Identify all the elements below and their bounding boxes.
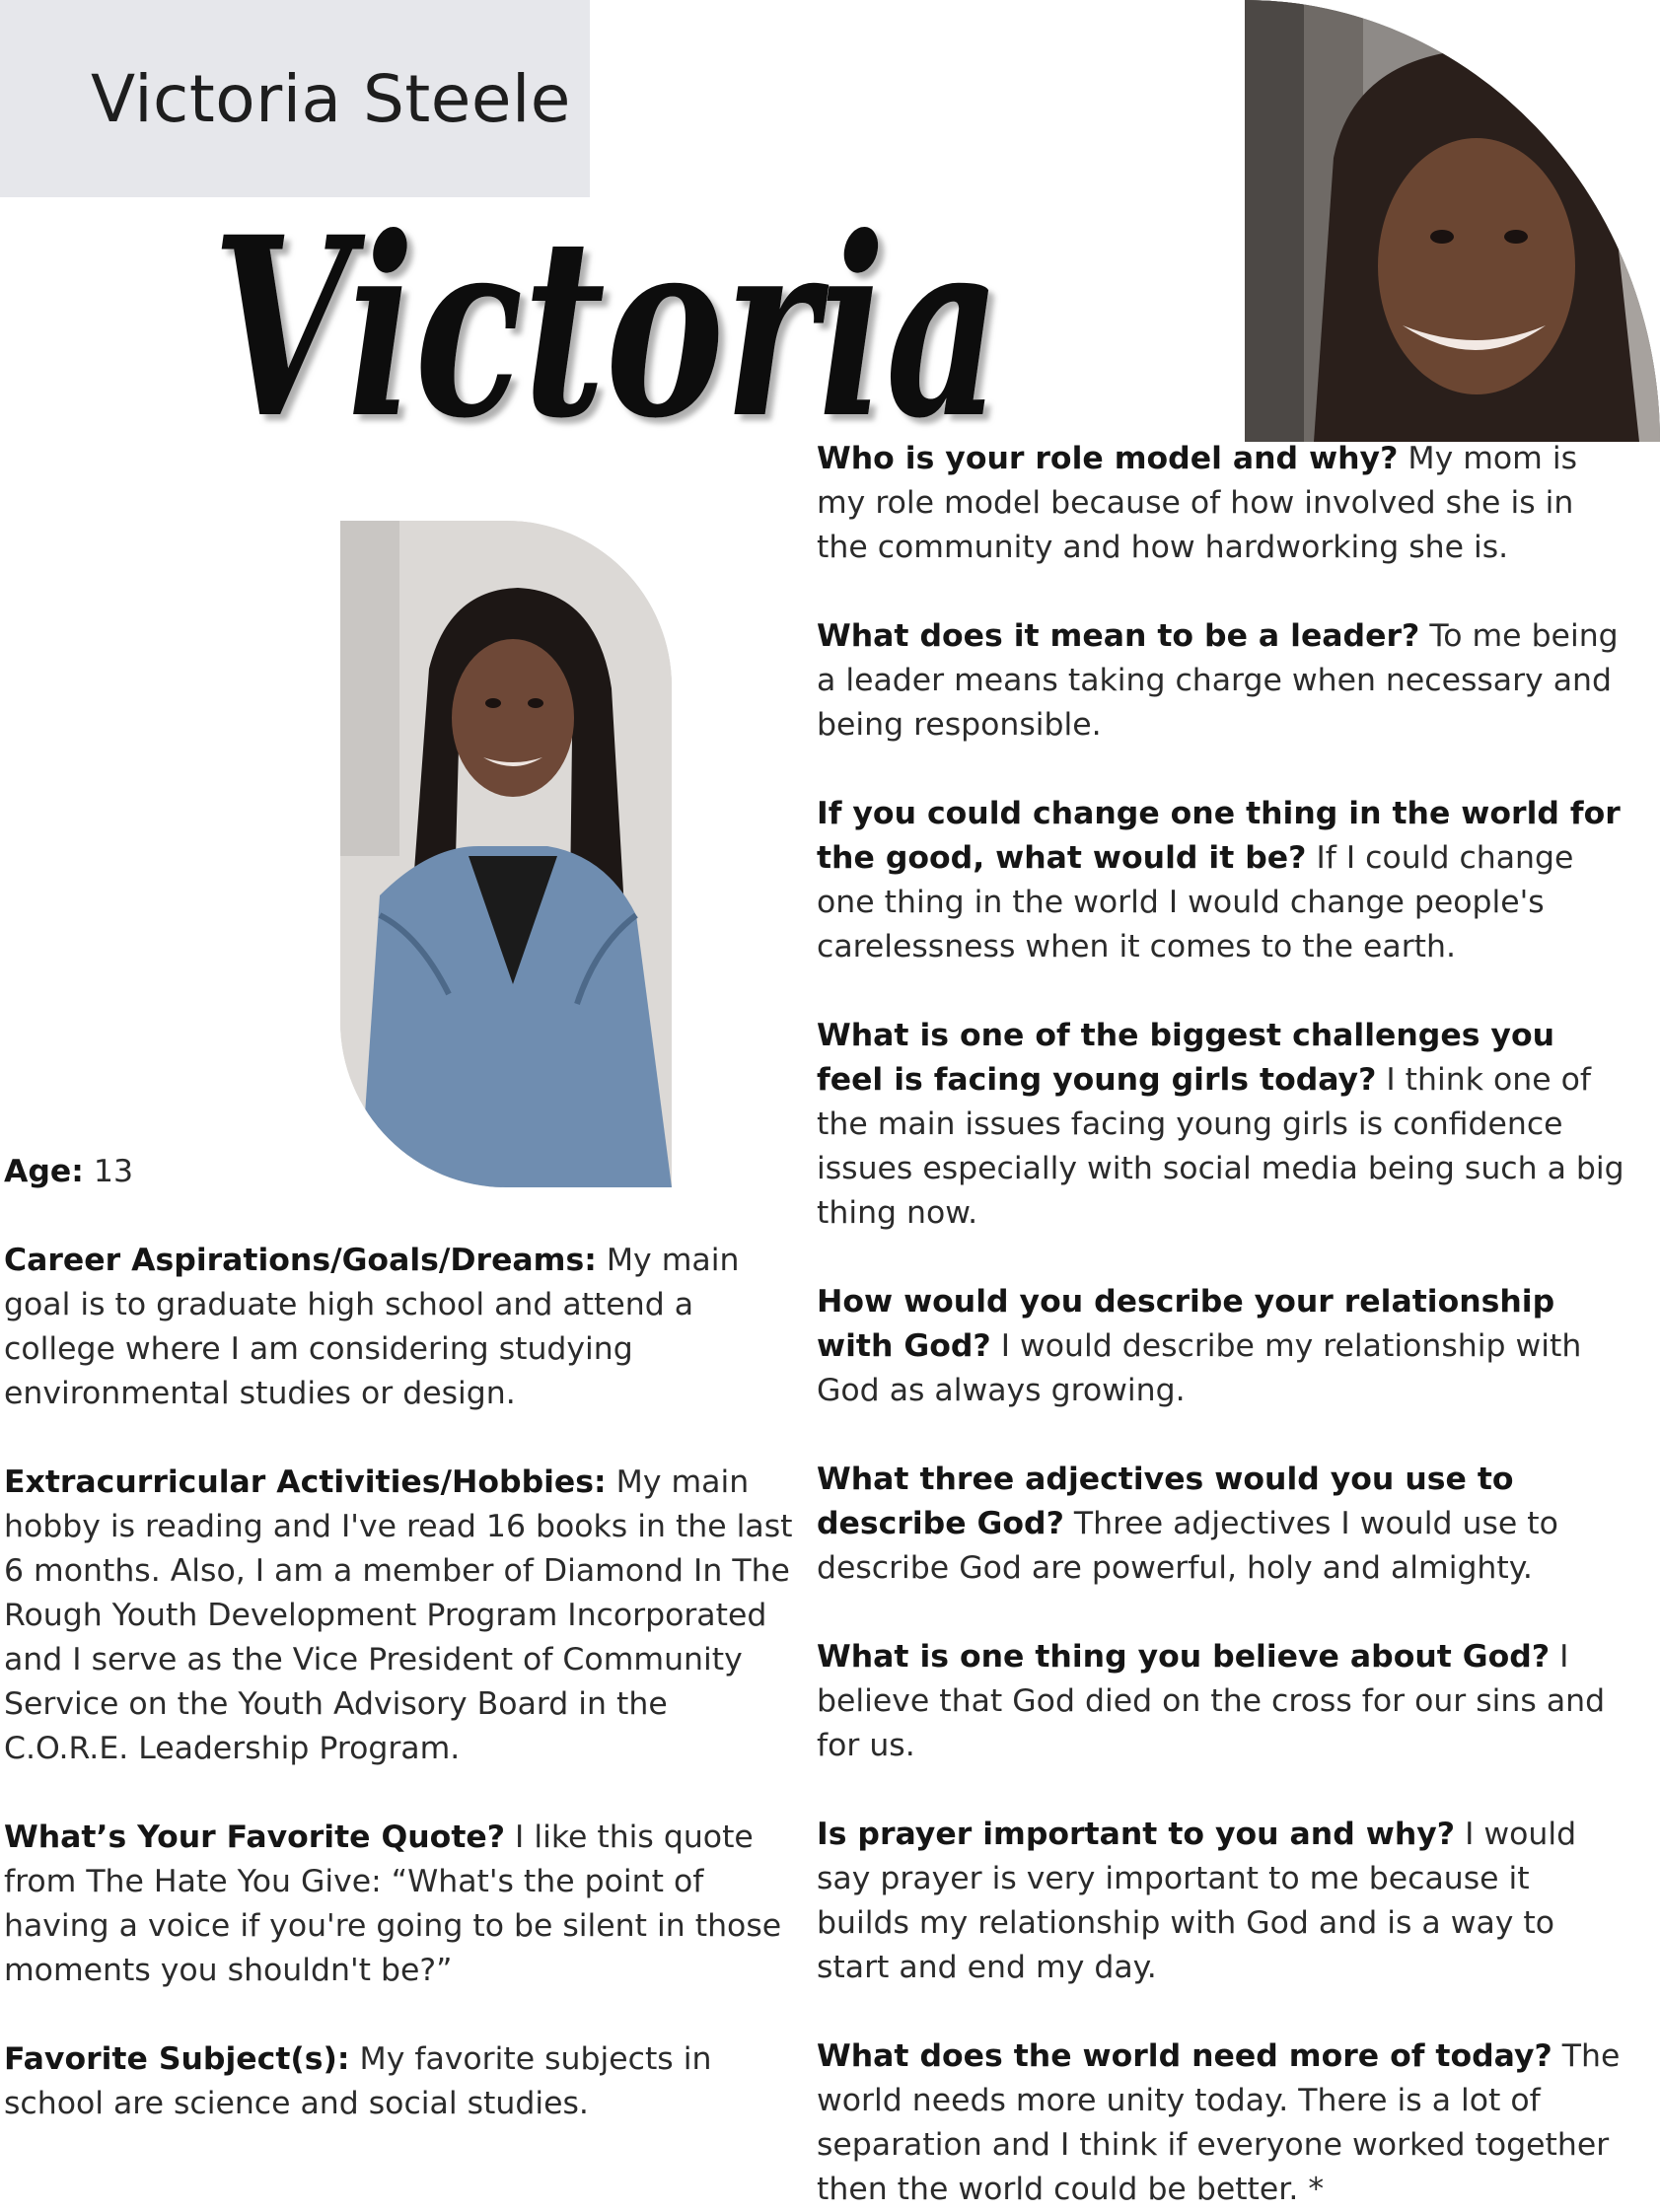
qa-adjectives xyxy=(817,1458,1625,1591)
portrait-photo-middle xyxy=(340,521,672,1187)
entry-text: 13 xyxy=(93,1154,133,1189)
entry-label: What’s Your Favorite Quote? xyxy=(4,1820,506,1855)
qa-role-model xyxy=(817,437,1625,570)
question: What three adjectives would you use to describe God? xyxy=(817,1462,1514,1541)
answer: To me being a leader means taking charge when necessary and being responsible. xyxy=(817,618,1619,743)
entry-label: Favorite Subject(s): xyxy=(4,2041,350,2077)
portrait-photo-top xyxy=(1245,0,1660,442)
left-column xyxy=(4,1150,793,2126)
photo-middle-image xyxy=(340,521,672,1187)
answer: I think one of the main issues facing young girls is confidence issues especially with social media being such a big thing now. xyxy=(817,1062,1624,1231)
answer: The world needs more unity today. There is a lot of separation and I think if everyone worked together then the world could be better. * xyxy=(817,2038,1621,2207)
age-entry xyxy=(4,1150,793,1194)
photo-top-image xyxy=(1245,0,1660,442)
question: Is prayer important to you and why? xyxy=(817,1817,1456,1852)
entry-text: I like this quote from The Hate You Give: “What's the point of having a voice if you're going to be silent in those moments you shouldn't be?” xyxy=(4,1820,782,1988)
qa-change-world xyxy=(817,792,1625,969)
page-title: Victoria Steele xyxy=(91,61,571,137)
qa-believe xyxy=(817,1635,1625,1768)
question: Who is your role model and why? xyxy=(817,441,1399,476)
question: What does it mean to be a leader? xyxy=(817,618,1420,654)
answer: Three adjectives I would use to describe God are powerful, holy and almighty. xyxy=(817,1506,1558,1586)
subjects-entry xyxy=(4,2037,793,2126)
question: How would you describe your relationship with God? xyxy=(817,1284,1555,1364)
question: What does the world need more of today? xyxy=(817,2038,1552,2074)
entry-label: Career Aspirations/Goals/Dreams: xyxy=(4,1243,597,1278)
answer: I believe that God died on the cross for our sins and for us. xyxy=(817,1639,1606,1763)
entry-label: Age: xyxy=(4,1154,84,1189)
qa-world-needs xyxy=(817,2034,1625,2212)
question: What is one thing you believe about God? xyxy=(817,1639,1551,1675)
qa-challenges xyxy=(817,1014,1625,1236)
entry-text: My favorite subjects in school are science and social studies. xyxy=(4,2041,712,2121)
script-title-text: Victoria xyxy=(212,182,1001,472)
entry-text: My main hobby is reading and I've read 16 books in the last 6 months. Also, I am a member of Diamond In The Rough Youth Development Program Incorporated and I serve as the Vice President of Community Service on the Youth Advisory Board in the C.O.R.E. Leadership Program. xyxy=(4,1464,793,1766)
right-column xyxy=(817,437,1625,2212)
answer: I would describe my relationship with God as always growing. xyxy=(817,1328,1582,1408)
entry-text: My main goal is to graduate high school and attend a college where I am considering studying environmental studies or design. xyxy=(4,1243,740,1411)
hobbies-entry xyxy=(4,1461,793,1771)
question: What is one of the biggest challenges you feel is facing young girls today? xyxy=(817,1018,1555,1098)
question: If you could change one thing in the world for the good, what would it be? xyxy=(817,796,1621,876)
qa-leader xyxy=(817,614,1625,748)
qa-prayer xyxy=(817,1813,1625,1990)
qa-relationship-god xyxy=(817,1280,1625,1413)
answer: If I could change one thing in the world I would change people's carelessness when it comes to the earth. xyxy=(817,840,1574,964)
answer: My mom is my role model because of how involved she is in the community and how hardworking she is. xyxy=(817,441,1578,565)
career-entry xyxy=(4,1239,793,1416)
quote-entry xyxy=(4,1816,793,1993)
answer: I would say prayer is very important to me because it builds my relationship with God and is a way to start and end my day. xyxy=(817,1817,1577,1985)
entry-label: Extracurricular Activities/Hobbies: xyxy=(4,1464,607,1500)
